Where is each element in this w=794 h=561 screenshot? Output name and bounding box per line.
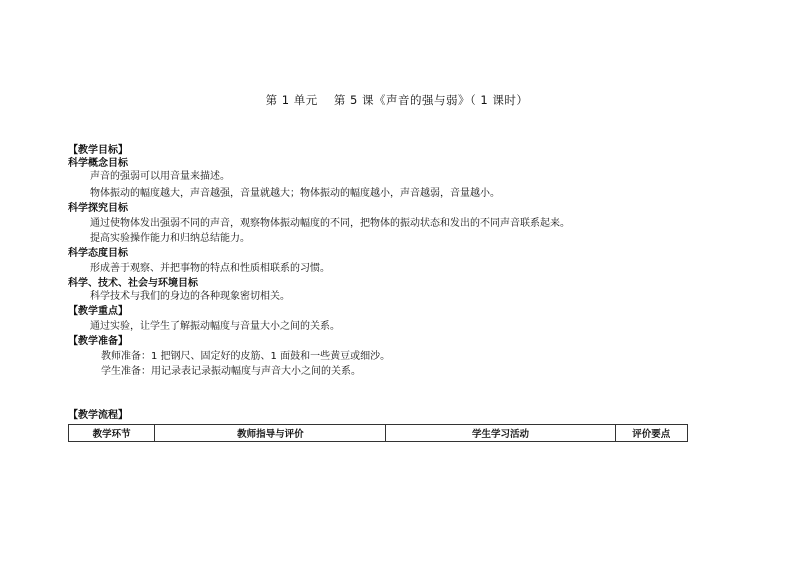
lesson-title: 第 1 单元 第 5 课《声音的强与弱》（ 1 课时） <box>265 93 529 107</box>
sts-line-1: 科学技术与我们的身边的各种现象密切相关。 <box>90 291 290 302</box>
attitude-line-1: 形成善于观察、并把事物的特点和性质相联系的习惯。 <box>90 263 330 274</box>
prep-heading: 【教学准备】 <box>68 336 128 347</box>
prep-student-line: 学生准备：用记录表记录振动幅度与声音大小之间的关系。 <box>101 366 361 377</box>
goals-heading: 【教学目标】 <box>68 145 128 156</box>
concept-line-1: 声音的强弱可以用音量来描述。 <box>90 171 230 182</box>
attitude-heading: 科学态度目标 <box>68 248 128 259</box>
table-header-cell: 学生学习活动 <box>386 425 615 442</box>
inquiry-line-2: 提高实验操作能力和归纳总结能力。 <box>90 233 250 244</box>
focus-line-1: 通过实验，让学生了解振动幅度与音量大小之间的关系。 <box>90 321 340 332</box>
prep-teacher-line: 教师准备：1 把钢尺、固定好的皮筋、1 面鼓和一些黄豆或细沙。 <box>101 351 391 362</box>
table-header-cell: 教学环节 <box>69 425 155 442</box>
process-heading: 【教学流程】 <box>68 410 128 421</box>
focus-heading: 【教学重点】 <box>68 306 128 317</box>
table-header-cell: 教师指导与评价 <box>155 425 386 442</box>
concept-line-2: 物体振动的幅度越大，声音越强，音量就越大；物体振动的幅度越小，声音越弱，音量越小。 <box>90 188 500 199</box>
inquiry-heading: 科学探究目标 <box>68 203 128 214</box>
process-table <box>68 424 688 442</box>
concept-heading: 科学概念目标 <box>68 158 128 169</box>
table-header-cell: 评价要点 <box>615 425 688 442</box>
table-header-row <box>69 425 688 442</box>
inquiry-line-1: 通过使物体发出强弱不同的声音，观察物体振动幅度的不同，把物体的振动状态和发出的不同声音联系起来。 <box>90 218 570 229</box>
sts-heading: 科学、技术、社会与环境目标 <box>68 278 198 289</box>
